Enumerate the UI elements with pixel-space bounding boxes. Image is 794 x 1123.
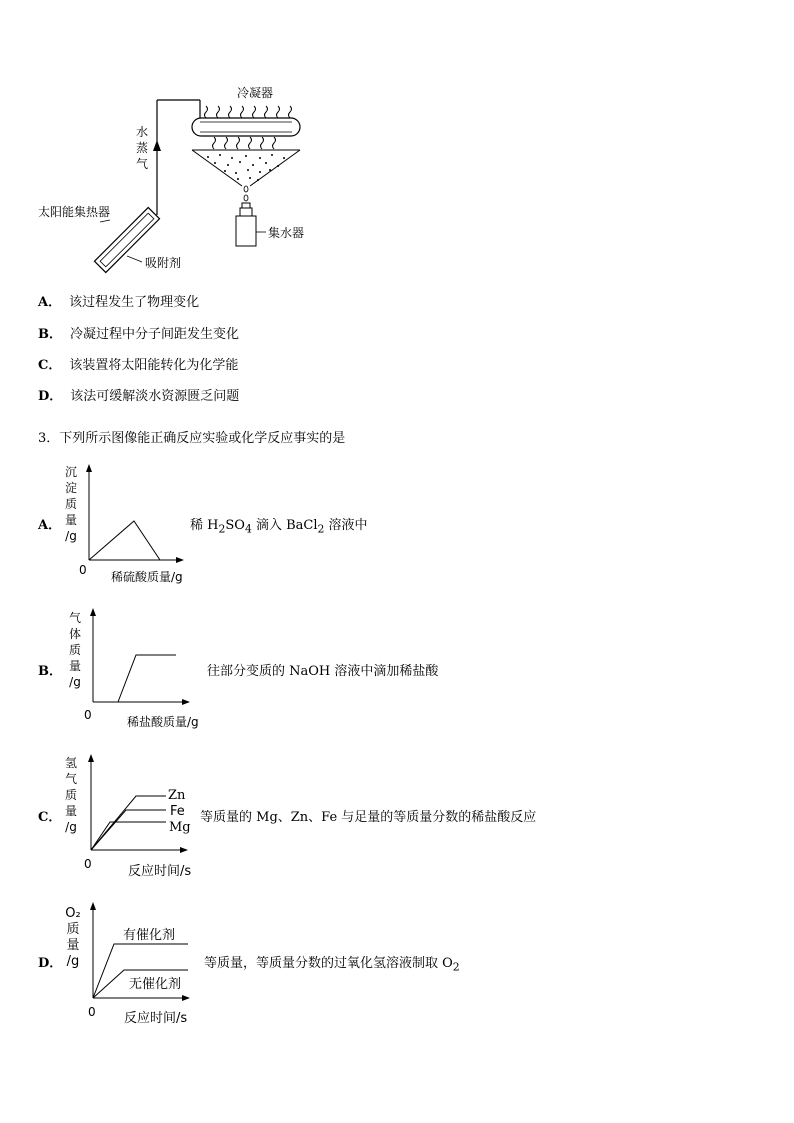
q2-option-d [38,385,239,404]
graph-a-x-arrow [176,557,184,563]
graph-d-x-arrow [182,995,190,1001]
q3-c-letter: C． [38,810,62,825]
graph-a-y-arrow [86,464,92,472]
graph-c-fe-label: Fe [170,804,185,819]
ylabel-char: 质 [68,643,81,657]
stmt-part: 稀 H [190,518,219,533]
graph-c-x-arrow [180,847,188,853]
q2-option-c [38,354,238,373]
option-letter: C． [38,358,62,373]
ylabel-char: 气 [64,772,77,786]
q3-stem: 3．下列所示图像能正确反应实验或化学反应事实的是 [38,431,346,446]
stmt-part: 滴入 BaCl [251,518,318,533]
option-text: 该过程发生了物理变化 [69,295,200,310]
graph-d-y-arrow [90,902,96,910]
graph-a-statement [190,514,368,536]
q3-d-letter: D． [38,956,63,971]
graph-c-fe-line [91,810,166,850]
ylabel-char: 质 [64,497,77,511]
apparatus-diagram [0,0,794,290]
q3-b-letter: B． [38,664,62,679]
graph-c-y-arrow [88,754,94,762]
q2-option-b [38,323,239,342]
ylabel-char: 量 [68,659,81,673]
graph-b-origin: 0 [84,708,92,722]
vapor-label [135,124,149,172]
apparatus-drawing [0,0,794,290]
ylabel-char: 体 [68,627,81,641]
graph-d-ylabel [64,906,82,970]
stmt-sub: 4 [244,522,252,536]
ylabel-char: O₂ [65,906,81,921]
stmt-part: SO [225,518,245,533]
option-letter: A． [38,295,62,310]
graph-b-curve [118,655,176,702]
solar-collector-label: 太阳能集热器 [38,205,111,219]
graph-c-ylabel [64,755,78,835]
graph-c-statement: 等质量的 Mg、Zn、Fe 与足量的等质量分数的稀盐酸反应 [200,810,537,825]
graph-a-origin: 0 [79,563,87,577]
vapor-char: 蒸 [135,141,148,155]
graph-a-xlabel: 稀硫酸质量/g [111,570,183,584]
graph-c-zn-line [91,796,166,850]
vapor-char: 气 [135,157,148,171]
ylabel-char: 沉 [64,465,77,479]
graph-d-xlabel: 反应时间/s [124,1011,188,1026]
ylabel-char: 质 [66,922,80,937]
graph-a-ylabel [64,464,78,544]
stmt-sub: 2 [218,522,226,536]
condenser-label: 冷凝器 [237,86,274,100]
graph-c-zn-label: Zn [168,788,186,803]
water-collector-label: 集水器 [268,226,305,240]
graph-b-statement: 往部分变质的 NaOH 溶液中滴加稀盐酸 [207,664,439,679]
graph-b-x-arrow [182,699,190,705]
stmt-sub: 2 [317,522,325,536]
graph-c-origin: 0 [84,857,92,871]
stmt-sub: 2 [452,960,460,974]
graph-b-xlabel: 稀盐酸质量/g [127,715,199,729]
q2-option-a [38,291,199,310]
ylabel-char: 气 [68,611,81,625]
ylabel-char: 量 [64,513,77,527]
graph-c-xlabel: 反应时间/s [128,864,192,879]
option-text: 该法可缓解淡水资源匮乏问题 [70,389,240,404]
ylabel-char: /g [65,529,77,543]
graph-b [84,606,194,706]
vapor-char: 水 [135,125,148,139]
graph-d-catalyst-label: 有催化剂 [123,928,176,943]
option-letter: D． [38,389,63,404]
graph-b-y-arrow [90,608,96,616]
stmt-part: 等质量，等质量分数的过氧化氢溶液制取 O [204,956,453,971]
stmt-part: 溶液中 [324,518,368,533]
graph-d-statement [204,952,460,974]
ylabel-char: 量 [64,804,77,818]
option-letter: B． [38,327,62,342]
ylabel-char: 量 [66,938,80,953]
ylabel-char: 淀 [64,481,77,495]
graph-d-no-catalyst-label: 无催化剂 [129,977,182,992]
ylabel-char: 氢 [64,756,77,770]
q3-a-letter: A． [38,518,62,533]
adsorbent-label: 吸附剂 [145,256,182,270]
ylabel-char: /g [69,675,81,689]
option-text: 冷凝过程中分子间距发生变化 [70,327,240,342]
graph-c-mg-label: Mg [169,820,191,835]
graph-b-ylabel [68,610,82,690]
option-text: 该装置将太阳能转化为化学能 [69,358,239,373]
graph-a-curve [89,521,160,560]
graph-a [80,462,190,572]
graph-d-origin: 0 [88,1005,96,1019]
ylabel-char: 质 [64,788,77,802]
ylabel-char: /g [66,954,80,969]
ylabel-char: /g [65,820,77,834]
